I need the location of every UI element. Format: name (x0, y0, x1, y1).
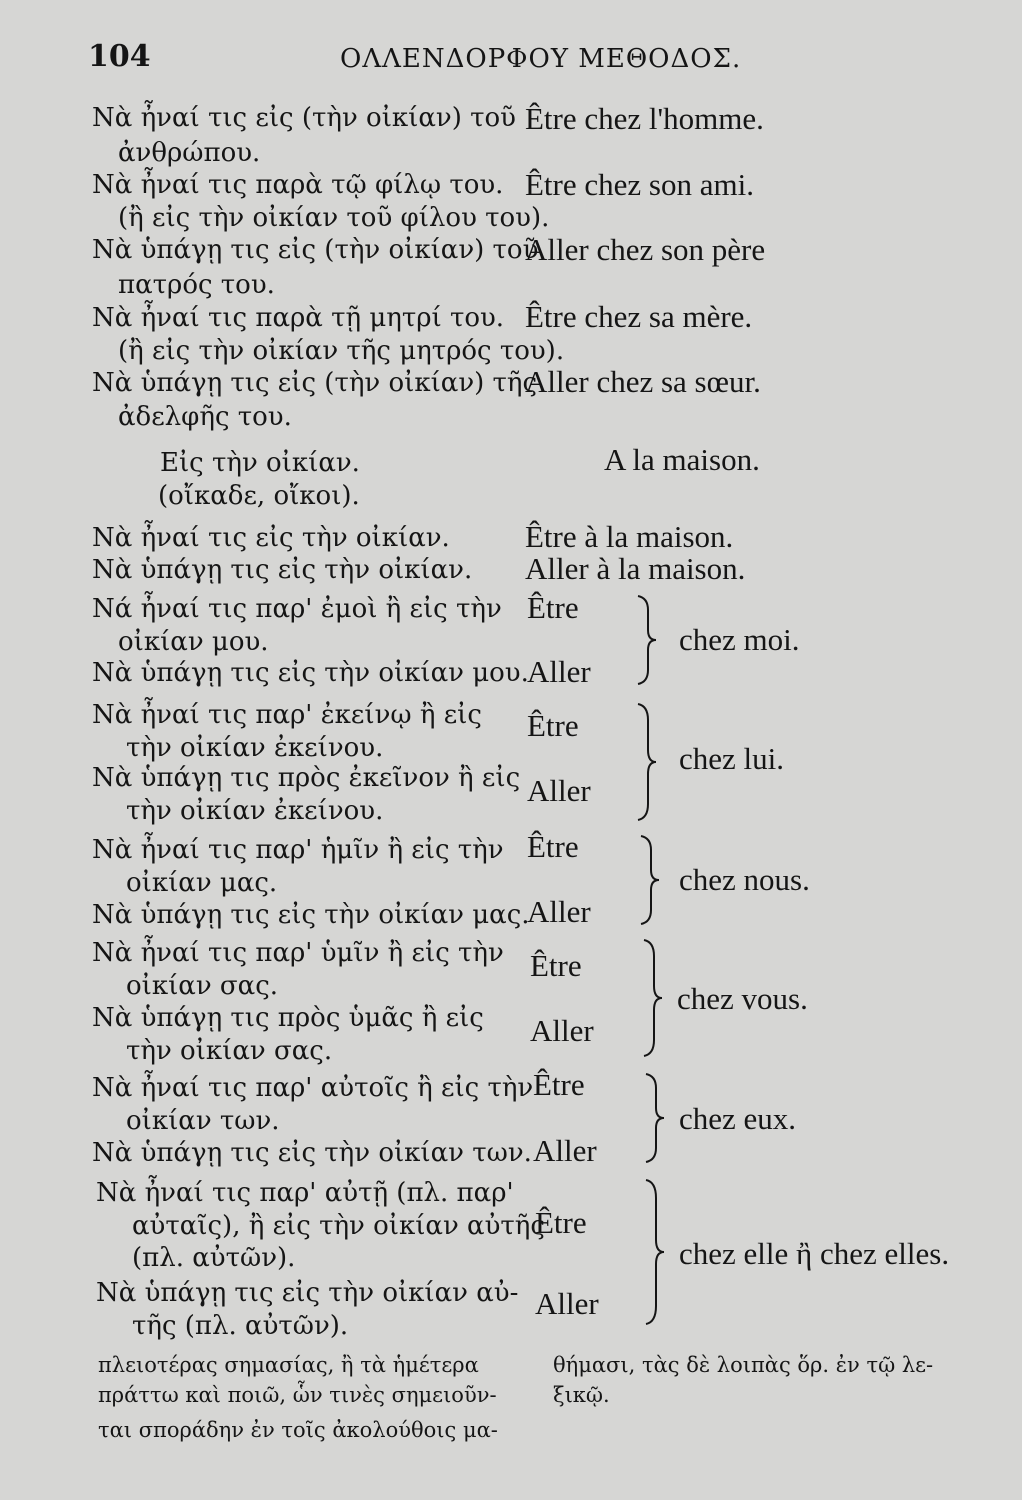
footer-left-line: πλειοτέρας σημασίας, ἢ τὰ ἡμέτερα (98, 1353, 479, 1377)
entry-french: Être chez son ami. (525, 167, 754, 202)
group-greek-line: Νὰ ὑπάγῃ τις πρὸς ὑμᾶς ἢ εἰς (92, 1003, 484, 1033)
subheading-french: A la maison. (604, 442, 760, 477)
group-french: chez lui. (679, 741, 785, 776)
curly-brace-icon (640, 1178, 670, 1326)
entry-greek-line: Νὰ ὑπάγῃ τις εἰς (τὴν οἰκίαν) τῆς (92, 368, 538, 398)
group-greek-line: Νὰ ἦναί τις παρ' ὑμῖν ἢ εἰς τὴν (92, 938, 504, 968)
group-verb: Être (535, 1205, 587, 1240)
group-french: chez vous. (677, 981, 808, 1016)
group-verb: Aller (535, 1286, 599, 1321)
footer-right-line: ξικῷ. (553, 1383, 610, 1407)
group-verb: Aller (527, 654, 591, 689)
simple-entry-french: Être à la maison. (525, 519, 734, 554)
group-greek-line: Νὰ ὑπάγῃ τις εἰς τὴν οἰκίαν αὐ- (96, 1278, 519, 1308)
group-greek-line: Νὰ ὑπάγῃ τις εἰς τὴν οἰκίαν μου. (92, 658, 529, 688)
entry-french: Être chez sa mère. (525, 299, 753, 334)
group-greek-line: οἰκίαν των. (126, 1106, 280, 1136)
group-greek-line: Νὰ ἦναί τις παρ' ἡμῖν ἢ εἰς τὴν (92, 835, 504, 865)
group-greek-line: οἰκίαν μας. (126, 868, 278, 898)
entry-greek-line: Νὰ ἦναί τις παρὰ τῇ μητρί του. (92, 303, 505, 333)
curly-brace-icon (638, 938, 668, 1058)
footer-left-line: ται σποράδην ἐν τοῖς ἀκολούθοις μα- (98, 1418, 498, 1442)
footer-left-line: πράττω καὶ ποιῶ, ὧν τινὲς σημειοῦν- (98, 1383, 497, 1407)
curly-brace-icon (632, 594, 662, 686)
group-french: chez elle ἢ chez elles. (679, 1236, 950, 1271)
group-verb: Aller (530, 1013, 594, 1048)
group-verb: Être (530, 948, 582, 983)
group-french: chez moi. (679, 622, 800, 657)
group-verb: Aller (527, 773, 591, 808)
entry-greek-line: (ἢ εἰς τὴν οἰκίαν τοῦ φίλου του). (118, 203, 550, 233)
group-greek-line: Νὰ ὑπάγῃ τις εἰς τὴν οἰκίαν μας. (92, 900, 530, 930)
simple-entry-french: Aller à la maison. (525, 551, 746, 586)
group-greek-line: (πλ. αὐτῶν). (132, 1243, 296, 1273)
group-greek-line: τὴν οἰκίαν ἐκείνου. (126, 733, 384, 763)
group-french: chez nous. (679, 862, 810, 897)
group-verb: Être (527, 708, 579, 743)
subheading-greek: (οἴκαδε, οἴκοι). (158, 481, 360, 511)
group-greek-line: Νὰ ἦναί τις παρ' αὐτοῖς ἢ εἰς τὴν (92, 1073, 534, 1103)
group-greek-line: αὐταῖς), ἢ εἰς τὴν οἰκίαν αὐτῆς (132, 1211, 545, 1241)
group-verb: Être (527, 590, 579, 625)
curly-brace-icon (632, 702, 662, 822)
entry-french: Aller chez son père (525, 232, 766, 267)
entry-greek-line: Νὰ ἦναί τις εἰς (τὴν οἰκίαν) τοῦ (92, 103, 516, 133)
group-verb: Être (527, 829, 579, 864)
entry-greek-line: ἀνθρώπου. (118, 138, 261, 168)
entry-greek-line: ἀδελφῆς του. (118, 402, 292, 432)
group-greek-line: οἰκίαν μου. (118, 627, 269, 657)
curly-brace-icon (635, 834, 665, 926)
subheading-greek: Εἰς τὴν οἰκίαν. (160, 448, 360, 478)
group-verb: Être (533, 1067, 585, 1102)
entry-french: Aller chez sa sœur. (525, 364, 761, 399)
entry-french: Être chez l'homme. (525, 101, 764, 136)
page-number: 104 (88, 39, 151, 74)
group-verb: Aller (533, 1133, 597, 1168)
group-greek-line: Νὰ ἦναί τις παρ' αὐτῇ (πλ. παρ' (96, 1178, 514, 1208)
entry-greek-line: Νὰ ἦναί τις παρὰ τῷ φίλῳ του. (92, 170, 504, 200)
group-greek-line: τῆς (πλ. αὐτῶν). (132, 1311, 349, 1341)
running-title: ΟΛΛΕΝΔΟΡΦΟΥ ΜΕΘΟΔΟΣ. (340, 44, 742, 74)
entry-greek-line: πατρός του. (118, 270, 275, 300)
group-greek-line: οἰκίαν σας. (126, 971, 279, 1001)
entry-greek-line: (ἢ εἰς τὴν οἰκίαν τῆς μητρός του). (118, 336, 565, 366)
group-french: chez eux. (679, 1101, 797, 1136)
simple-entry-greek: Νὰ ὑπάγῃ τις εἰς τὴν οἰκίαν. (92, 555, 473, 585)
group-greek-line: Νὰ ὑπάγῃ τις πρὸς ἐκεῖνον ἢ εἰς (92, 763, 521, 793)
footer-right-line: θήμασι, τὰς δὲ λοιπὰς ὅρ. ἐν τῷ λε- (553, 1353, 934, 1377)
group-verb: Aller (527, 894, 591, 929)
simple-entry-greek: Νὰ ἦναί τις εἰς τὴν οἰκίαν. (92, 523, 450, 553)
curly-brace-icon (640, 1072, 670, 1164)
group-greek-line: τὴν οἰκίαν σας. (126, 1036, 333, 1066)
group-greek-line: τὴν οἰκίαν ἐκείνου. (126, 796, 384, 826)
entry-greek-line: Νὰ ὑπάγῃ τις εἰς (τὴν οἰκίαν) τοῦ (92, 235, 539, 265)
group-greek-line: Νὰ ὑπάγῃ τις εἰς τὴν οἰκίαν των. (92, 1138, 532, 1168)
group-greek-line: Νά ἦναί τις παρ' ἐμοὶ ἢ εἰς τὴν (92, 594, 502, 624)
group-greek-line: Νὰ ἦναί τις παρ' ἐκείνῳ ἢ εἰς (92, 700, 482, 730)
